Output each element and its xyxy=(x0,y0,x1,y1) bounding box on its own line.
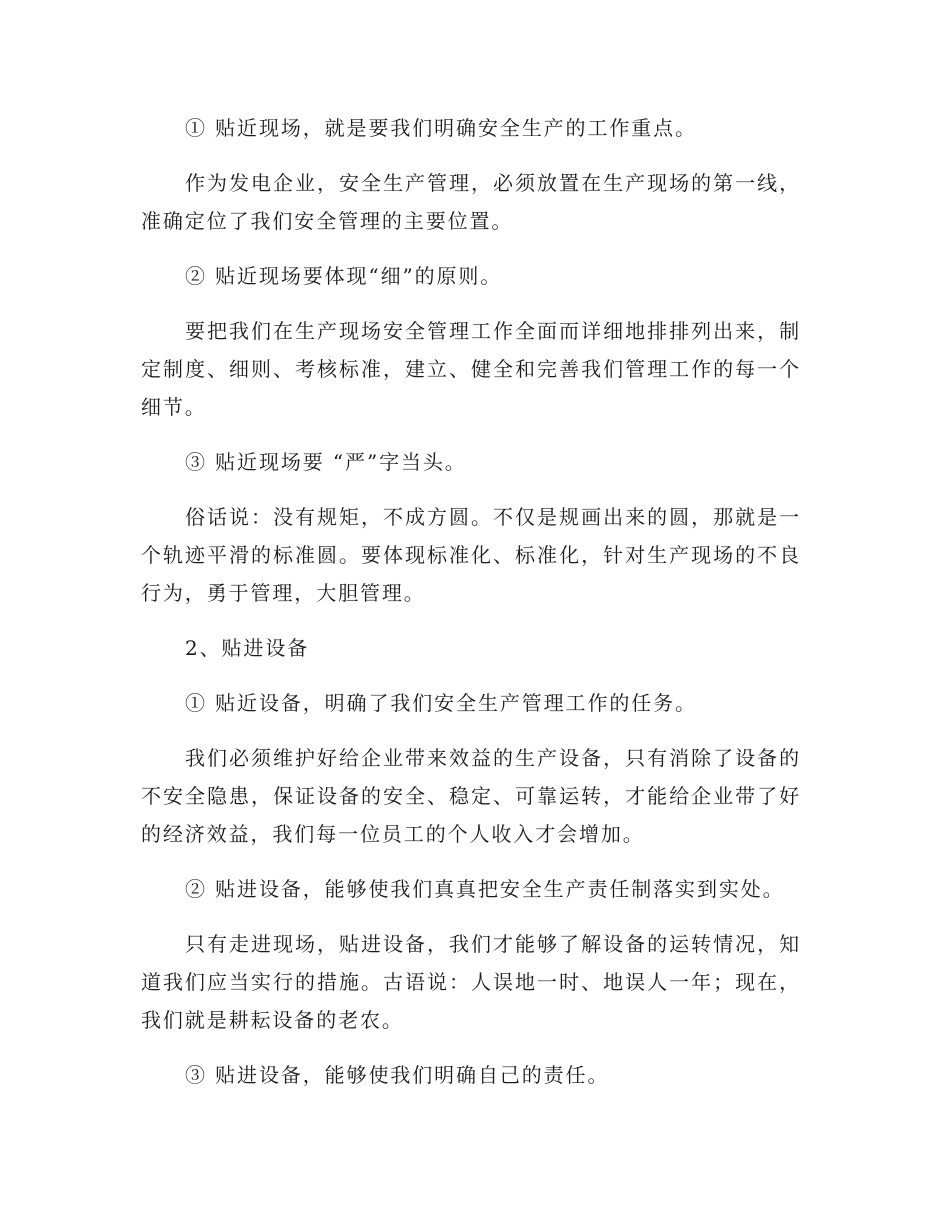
paragraph-6: 俗话说：没有规矩，不成方圆。不仅是规画出来的圆，那就是一个轨迹平滑的标准圆。要体现标准化、标准化，针对生产现场的不良行为，勇于管理，大胆管理。 xyxy=(141,505,801,605)
paragraph-12: ③ 贴进设备，能够使我们明确自己的责任。 xyxy=(185,1063,610,1087)
paragraph-9: 我们必须维护好给企业带来效益的生产设备，只有消除了设备的不安全隐患，保证设备的安全、稳定、可靠运转，才能给企业带了好的经济效益，我们每一位员工的个人收入才会增加。 xyxy=(141,746,801,846)
paragraph-5: ③ 贴近现场要 “严”字当头。 xyxy=(185,450,467,474)
paragraph-8: ① 贴近设备，明确了我们安全生产管理工作的任务。 xyxy=(185,691,697,715)
paragraph-10: ② 贴进设备，能够使我们真真把安全生产责任制落实到实处。 xyxy=(185,877,785,901)
paragraph-2: 作为发电企业，安全生产管理，必须放置在生产现场的第一线，准确定位了我们安全管理的主要位置。 xyxy=(141,171,801,233)
paragraph-11: 只有走进现场，贴进设备，我们才能够了解设备的运转情况，知道我们应当实行的措施。古语说：人误地一时、地误人一年；现在，我们就是耕耘设备的老农。 xyxy=(141,932,801,1032)
paragraph-3: ② 贴近现场要体现“细”的原则。 xyxy=(185,264,503,288)
section-heading-2: 2、贴进设备 xyxy=(185,636,310,660)
document-body xyxy=(141,109,801,1111)
paragraph-1: ① 贴近现场，就是要我们明确安全生产的工作重点。 xyxy=(185,116,697,140)
paragraph-4: 要把我们在生产现场安全管理工作全面而详细地排排列出来，制定制度、细则、考核标准，建立、健全和完善我们管理工作的每一个细节。 xyxy=(141,319,801,419)
